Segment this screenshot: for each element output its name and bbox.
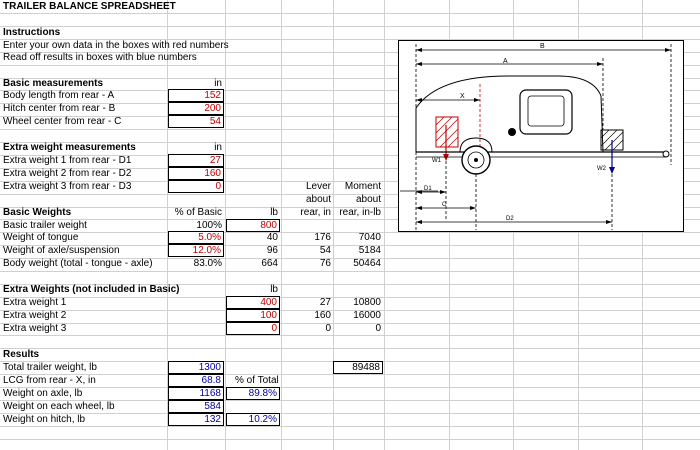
label-weight-tongue: Weight of tongue xyxy=(3,232,79,243)
label-weight-axle: Weight of axle/suspension xyxy=(3,245,120,256)
grid-row-line xyxy=(0,426,700,427)
lever-body: 76 xyxy=(319,258,331,269)
label-b: B xyxy=(540,43,545,50)
label-hitch-center: Hitch center from rear - B xyxy=(3,103,116,114)
moment-extra-3: 0 xyxy=(375,323,381,334)
grid-row-line xyxy=(0,335,700,336)
input-pct-axle[interactable]: 12.0% xyxy=(168,244,224,257)
input-extra-weight-2-dist[interactable]: 160 xyxy=(168,167,224,180)
label-extra-weight-2: Extra weight 2 xyxy=(3,310,67,321)
result-total-moment: 89488 xyxy=(333,361,383,374)
extra-measurements-heading: Extra weight measurements xyxy=(3,142,136,153)
input-extra-weight-1[interactable]: 400 xyxy=(226,296,280,309)
input-hitch-center[interactable]: 200 xyxy=(168,102,224,115)
result-pct-axle: 89.8% xyxy=(226,387,280,400)
label-body-weight: Body weight (total - tongue - axle) xyxy=(3,258,153,269)
result-weight-axle: 1168 xyxy=(168,387,224,400)
label-total-weight: Total trailer weight, lb xyxy=(3,362,97,373)
label-a: A xyxy=(503,58,508,65)
label-x: X xyxy=(460,93,465,100)
result-weight-wheel: 584 xyxy=(168,400,224,413)
pct-body: 83.0% xyxy=(193,258,222,269)
label-lcg: LCG from rear - X, in xyxy=(3,375,96,386)
input-basic-trailer-weight[interactable]: 800 xyxy=(226,219,280,232)
moment-extra-2: 16000 xyxy=(353,310,381,321)
label-basic-trailer-weight: Basic trailer weight xyxy=(3,220,87,231)
grid-row-line xyxy=(0,413,700,414)
pct-basic-trailer: 100% xyxy=(196,220,222,231)
label-d2: D2 xyxy=(506,216,514,222)
lever-header-3: rear, in xyxy=(300,207,331,218)
input-pct-tongue[interactable]: 5.0% xyxy=(168,231,224,244)
lever-extra-2: 160 xyxy=(314,310,331,321)
lever-axle: 54 xyxy=(319,245,331,256)
extra-lb-header: lb xyxy=(270,284,278,295)
moment-header-1: Moment xyxy=(344,181,381,192)
lb-body: 664 xyxy=(261,258,278,269)
label-weight-wheel: Weight on each wheel, lb xyxy=(3,401,115,412)
grid-column-line xyxy=(333,0,334,450)
grid-row-line xyxy=(0,387,700,388)
lever-extra-1: 27 xyxy=(319,297,331,308)
moment-tongue: 7040 xyxy=(358,232,381,243)
hitch-icon xyxy=(663,151,669,157)
moment-header-2: about xyxy=(355,194,381,205)
basic-measurements-heading: Basic measurements xyxy=(3,78,104,89)
input-extra-weight-2[interactable]: 100 xyxy=(226,309,280,322)
moment-header-3: rear, in-lb xyxy=(339,207,381,218)
basic-measurements-unit: in xyxy=(214,78,222,89)
door-handle-icon xyxy=(508,128,516,136)
result-total-weight: 1300 xyxy=(168,361,224,374)
label-extra-weight-1: Extra weight 1 xyxy=(3,297,67,308)
result-lcg: 68.8 xyxy=(168,374,224,387)
label-weight-hitch: Weight on hitch, lb xyxy=(3,414,86,425)
basic-weights-heading: Basic Weights xyxy=(3,207,72,218)
lever-extra-3: 0 xyxy=(325,323,331,334)
label-wheel-center: Wheel center from rear - C xyxy=(3,116,122,127)
extra-weights-heading: Extra Weights (not included in Basic) xyxy=(3,284,180,295)
label-c: C xyxy=(442,202,447,208)
sheet-title: TRAILER BALANCE SPREADSHEET xyxy=(3,1,176,12)
instructions-line-2: Read off results in boxes with blue numbers xyxy=(3,52,197,63)
label-weight-axle-result: Weight on axle, lb xyxy=(3,388,83,399)
grid-row-line xyxy=(0,26,700,27)
extra-measurements-unit: in xyxy=(214,142,222,153)
door-window xyxy=(528,96,564,126)
grid-column-line xyxy=(384,0,385,450)
lb-tongue: 40 xyxy=(266,232,278,243)
trailer-body xyxy=(416,76,603,152)
grid-column-line xyxy=(281,0,282,450)
result-weight-hitch: 132 xyxy=(168,413,224,426)
moment-extra-1: 10800 xyxy=(353,297,381,308)
input-wheel-center[interactable]: 54 xyxy=(168,115,224,128)
grid-row-line xyxy=(0,348,700,349)
label-extra-weight-3: Extra weight 3 xyxy=(3,323,67,334)
lb-header: lb xyxy=(270,207,278,218)
grid-row-line xyxy=(0,271,700,272)
input-extra-weight-3-dist[interactable]: 0 xyxy=(168,180,224,193)
moment-body: 50464 xyxy=(353,258,381,269)
lever-header-2: about xyxy=(305,194,331,205)
grid-row-line xyxy=(0,13,700,14)
lever-tongue: 176 xyxy=(314,232,331,243)
lb-axle: 96 xyxy=(266,245,278,256)
results-heading: Results xyxy=(3,349,40,360)
result-pct-hitch: 10.2% xyxy=(226,413,280,426)
pct-basic-header: % of Basic xyxy=(174,207,222,218)
label-extra-weight-3-dist: Extra weight 3 from rear - D3 xyxy=(3,181,132,192)
pct-total-header: % of Total xyxy=(235,375,279,386)
grid-row-line xyxy=(0,439,700,440)
input-extra-weight-3[interactable]: 0 xyxy=(226,322,280,335)
label-d1: D1 xyxy=(424,186,432,192)
moment-axle: 5184 xyxy=(358,245,381,256)
trailer-diagram xyxy=(398,40,684,232)
instructions-heading: Instructions xyxy=(3,27,61,38)
instructions-line-1: Enter your own data in the boxes with red numbers xyxy=(3,40,229,51)
label-w1: W1 xyxy=(432,158,441,164)
grid-row-line xyxy=(0,374,700,375)
label-extra-weight-1-dist: Extra weight 1 from rear - D1 xyxy=(3,155,132,166)
lever-header-1: Lever xyxy=(305,181,331,192)
label-body-length: Body length from rear - A xyxy=(3,90,115,101)
input-body-length[interactable]: 152 xyxy=(168,89,224,102)
input-extra-weight-1-dist[interactable]: 27 xyxy=(168,154,224,167)
label-w2: W2 xyxy=(597,166,606,172)
label-extra-weight-2-dist: Extra weight 2 from rear - D2 xyxy=(3,168,132,179)
